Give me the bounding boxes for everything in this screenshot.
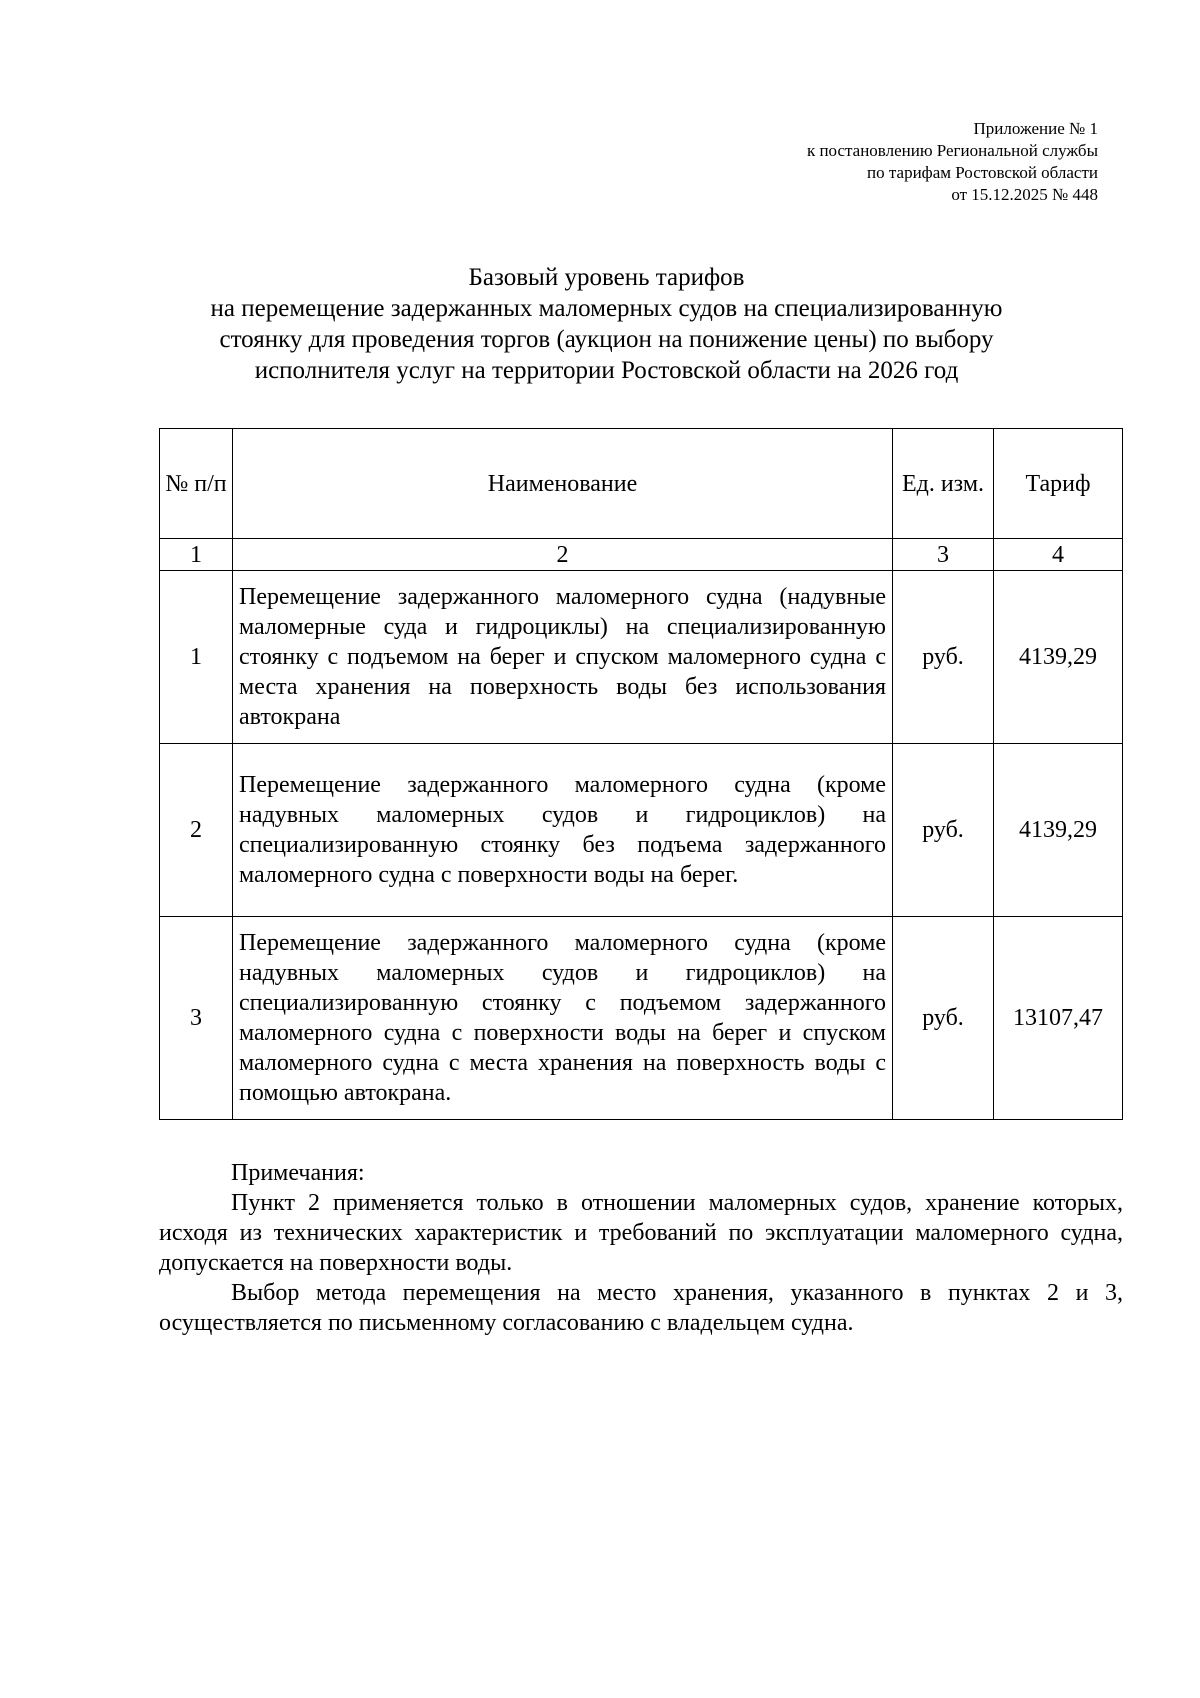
row-name: Перемещение задержанного маломерного судна (кроме надувных маломерных судов и гидроциклов) на специализированную стоянку без подъема задержанного маломерного судна с поверхности воды на берег. — [233, 744, 893, 917]
row-unit: руб. — [893, 571, 994, 744]
title-line-2: на перемещение задержанных маломерных судов на специализированную — [210, 295, 1003, 322]
row-name: Перемещение задержанного маломерного судна (надувные маломерные суда и гидроциклы) на специализированную стоянку с подъемом на берег и спуском маломерного судна с места хранения на поверхность воды без использования автокрана — [233, 571, 893, 744]
notes-section — [159, 1158, 1123, 1338]
column-number: 2 — [233, 539, 893, 571]
table-row — [160, 917, 1123, 1120]
row-unit: руб. — [893, 744, 994, 917]
row-num: 2 — [160, 744, 233, 917]
row-num: 3 — [160, 917, 233, 1120]
row-tariff: 4139,29 — [994, 744, 1123, 917]
appendix-line-3: по тарифам Ростовской области — [867, 163, 1098, 182]
header-num: № п/п — [160, 429, 233, 539]
notes-paragraph-2: Выбор метода перемещения на место хранения, указанного в пунктах 2 и 3, осуществляется по письменному согласованию с владельцем судна. — [159, 1280, 1123, 1336]
row-num: 1 — [160, 571, 233, 744]
table-header-row — [160, 429, 1123, 539]
title-line-1: Базовый уровень тарифов — [468, 264, 745, 291]
title-line-4: исполнителя услуг на территории Ростовской области на 2026 год — [254, 357, 959, 384]
header-unit: Ед. изм. — [893, 429, 994, 539]
table-row — [160, 571, 1123, 744]
header-tariff: Тариф — [994, 429, 1123, 539]
column-number: 1 — [160, 539, 233, 571]
column-numbers-row — [160, 539, 1123, 571]
appendix-line-4: от 15.12.2025 № 448 — [951, 185, 1098, 204]
tariff-table — [159, 428, 1123, 1120]
column-number: 4 — [994, 539, 1123, 571]
row-tariff: 13107,47 — [994, 917, 1123, 1120]
header-name: Наименование — [233, 429, 893, 539]
column-number: 3 — [893, 539, 994, 571]
title-line-3: стоянку для проведения торгов (аукцион на понижение цены) по выбору — [219, 326, 994, 353]
row-name: Перемещение задержанного маломерного судна (кроме надувных маломерных судов и гидроциклов) на специализированную стоянку с подъемом задержанного маломерного судна с поверхности воды на берег и спуском маломерного судна с места хранения на поверхность воды с помощью автокрана. — [233, 917, 893, 1120]
appendix-header — [807, 118, 1098, 206]
document-title — [150, 262, 1063, 386]
row-tariff: 4139,29 — [994, 571, 1123, 744]
row-unit: руб. — [893, 917, 994, 1120]
table-row — [160, 744, 1123, 917]
notes-paragraph-1: Пункт 2 применяется только в отношении маломерных судов, хранение которых, исходя из технических характеристик и требований по эксплуатации маломерного судна, допускается на поверхности воды. — [159, 1190, 1123, 1276]
appendix-line-2: к постановлению Региональной службы — [806, 141, 1098, 160]
notes-heading: Примечания: — [231, 1160, 365, 1186]
appendix-line-1: Приложение № 1 — [973, 119, 1098, 138]
